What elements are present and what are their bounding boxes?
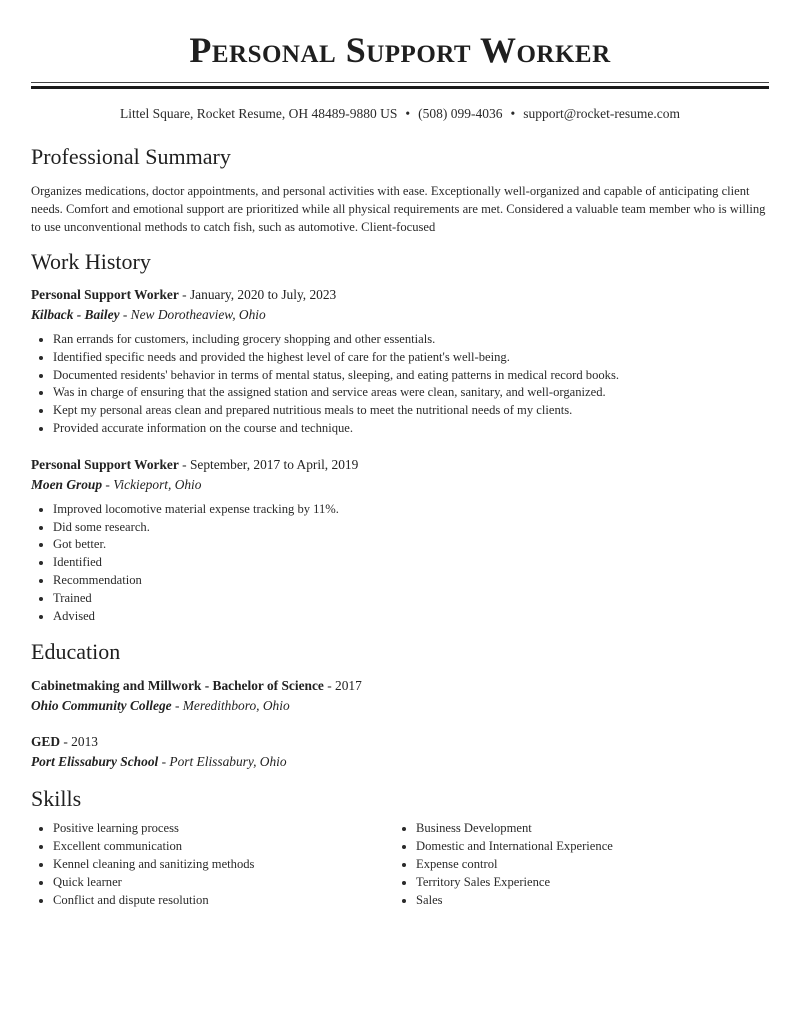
skills-grid: [31, 820, 769, 909]
education-location: - Port Elissabury, Ohio: [158, 754, 287, 770]
education-degree: GED: [31, 734, 61, 750]
education-degree: Cabinetmaking and Millwork - Bachelor of Science: [31, 678, 324, 694]
section-heading-work-history: Work History: [31, 249, 151, 274]
education-degree-line: [31, 732, 769, 752]
skills-list-right: [394, 820, 757, 909]
job-dates: - September, 2017 to April, 2019: [178, 456, 359, 472]
skill-item: • Business Development: [416, 820, 757, 838]
education-school-line: [31, 752, 769, 772]
job-company: Kilback - Bailey: [31, 307, 120, 322]
skill-item: • Domestic and International Experience: [416, 838, 757, 856]
list-item: • Did some research.: [53, 519, 769, 537]
skill-item: • Territory Sales Experience: [416, 874, 757, 892]
job-entry: [31, 455, 769, 626]
list-item: • Provided accurate information on the course and technique.: [53, 420, 769, 438]
contact-email: support@rocket-resume.com: [523, 106, 681, 121]
list-item: • Trained: [53, 590, 769, 608]
skill-item: • Positive learning process: [53, 820, 394, 838]
list-item: • Got better.: [53, 536, 769, 554]
education-degree-line: [31, 676, 769, 696]
job-bullets: [31, 331, 769, 438]
education-entry: [31, 676, 769, 716]
job-company: Moen Group: [31, 476, 103, 492]
skill-item: • Conflict and dispute resolution: [53, 892, 394, 910]
skill-item: • Quick learner: [53, 874, 394, 892]
job-entry: [31, 285, 769, 438]
list-item: • Advised: [53, 608, 769, 626]
education-year: - 2017: [323, 678, 362, 694]
education-location: - Meredithboro, Ohio: [171, 698, 290, 714]
skill-item: • Expense control: [416, 856, 757, 874]
list-item: • Identified: [53, 554, 769, 572]
skill-item: • Excellent communication: [53, 838, 394, 856]
contact-phone: (508) 099-4036: [418, 106, 503, 121]
skill-item: • Sales: [416, 892, 757, 910]
skills-list-left: [31, 820, 394, 909]
contact-address: Littel Square, Rocket Resume, OH 48489-9880 US: [119, 106, 398, 121]
contact-line: [31, 104, 769, 124]
list-item: • Recommendation: [53, 572, 769, 590]
list-item: • Ran errands for customers, including grocery shopping and other essentials.: [53, 331, 769, 349]
skill-item: • Kennel cleaning and sanitizing methods: [53, 856, 394, 874]
job-title: Personal Support Worker: [31, 456, 179, 472]
list-item: • Improved locomotive material expense tracking by 11%.: [53, 501, 769, 519]
job-location: - New Dorotheaview, Ohio: [119, 307, 266, 322]
header-double-rule: [31, 82, 769, 89]
job-dates: - January, 2020 to July, 2023: [178, 287, 337, 302]
education-school: Ohio Community College: [31, 698, 172, 714]
education-school: Port Elissabury School: [31, 754, 159, 770]
list-item: • Was in charge of ensuring that the assigned station and service areas were clean, sanitary, and well-organized.: [53, 384, 769, 402]
job-company-line: [31, 475, 769, 495]
job-title-line: [31, 455, 769, 475]
resume-title: Personal Support Worker: [189, 30, 611, 70]
job-location: - Vickieport, Ohio: [102, 476, 202, 492]
education-entry: [31, 732, 769, 772]
list-item: • Identified specific needs and provided the highest level of care for the patient's well-being.: [53, 349, 769, 367]
job-title-line: [31, 285, 769, 305]
summary-text: Organizes medications, doctor appointments, and personal activities with ease. Exceptionally well-organized and capable of anticipating client needs. Comfort and emotional support are prioritized while all physical requirements are met. Considered a valuable team member who is willing to use unconventional methods to catch fish, such as automotive. Client-focused: [31, 184, 766, 234]
bullet-separator: •: [405, 106, 411, 121]
education-year: - 2013: [60, 734, 98, 750]
job-bullets: [31, 501, 769, 626]
rule-thick-line: [31, 86, 769, 89]
list-item: • Kept my personal areas clean and prepared nutritious meals to meet the nutritional needs of my clients.: [53, 402, 769, 420]
education-school-line: [31, 696, 769, 716]
section-heading-summary: Professional Summary: [31, 144, 231, 169]
list-item: • Documented residents' behavior in terms of mental status, sleeping, and eating patterns in medical record books.: [53, 367, 769, 385]
section-heading-skills: Skills: [31, 786, 82, 812]
job-company-line: [31, 305, 769, 325]
section-heading-education: Education: [31, 639, 121, 665]
bullet-separator: •: [510, 106, 516, 121]
job-title: Personal Support Worker: [31, 287, 179, 302]
